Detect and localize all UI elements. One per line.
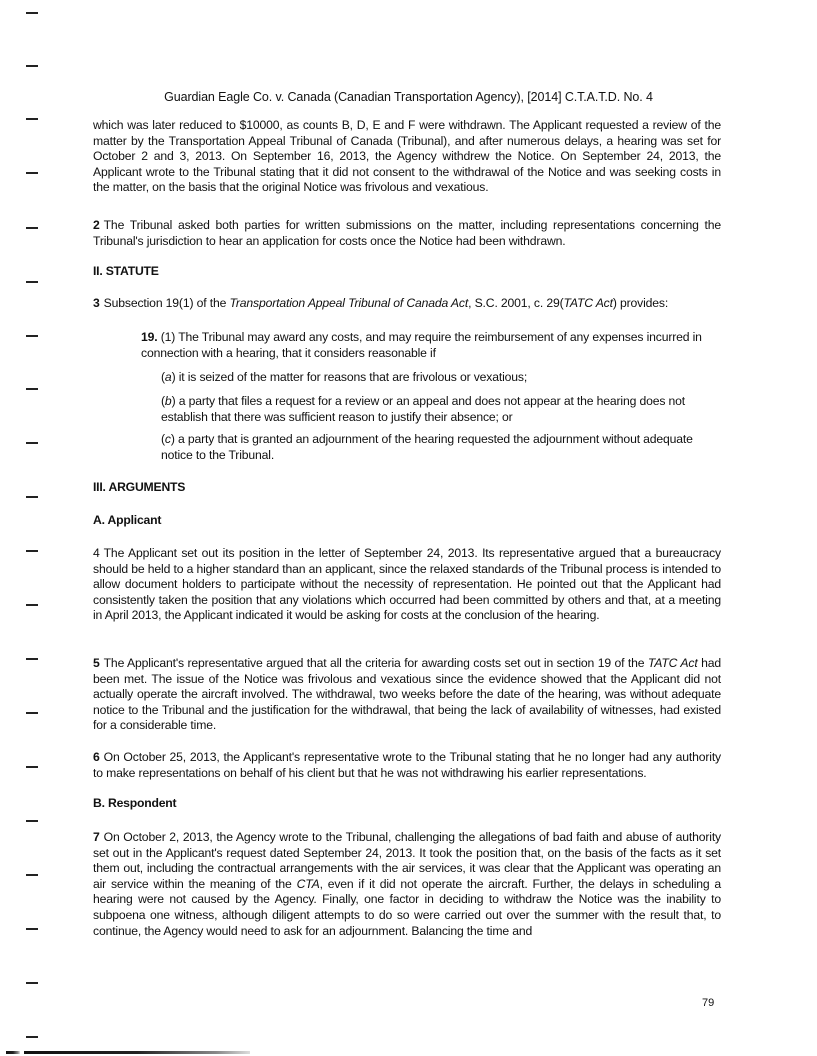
item-label: a <box>164 370 172 384</box>
paragraph-text: The Applicant's representative argued that all the criteria for awarding costs set out in section 19 of the <box>103 656 648 670</box>
scan-edge-bar <box>24 1051 250 1054</box>
item-label: c <box>164 432 171 446</box>
paragraph-number: 4 <box>93 546 100 560</box>
page-number: 79 <box>702 997 715 1009</box>
margin-mark <box>26 550 38 552</box>
margin-mark <box>26 281 38 283</box>
act-short-title: TATC Act <box>563 296 613 310</box>
margin-mark <box>26 928 38 930</box>
act-title: Transportation Appeal Tribunal of Canada Act <box>229 296 469 310</box>
item-text: a party that is granted an adjournment of the hearing requested the adjournment without adequate notice to the Tribunal. <box>161 432 693 462</box>
paragraph-2 <box>93 218 721 249</box>
paragraph-text: On October 25, 2013, the Applicant's representative wrote to the Tribunal stating that he no longer had any authority to make representations on behalf of his client but that he was not withdrawing his earlier representations. <box>93 750 721 780</box>
margin-mark <box>26 65 38 67</box>
margin-mark <box>26 658 38 660</box>
heading-statute: II. STATUTE <box>93 264 159 278</box>
paragraph-5 <box>93 656 721 734</box>
margin-mark <box>26 335 38 337</box>
item-text: it is seized of the matter for reasons that are frivolous or vexatious; <box>175 370 528 384</box>
paragraph-text: Subsection 19(1) of the <box>103 296 230 310</box>
margin-mark <box>26 227 38 229</box>
paragraph-text: The Applicant set out its position in the letter of September 24, 2013. Its representative argued that a bureaucracy should be held to a higher standard than an applicant, since the relaxed standards of the Tribunal process is intended to allow document holders to participate without the necessity of representation. He pointed out that the Applicant had consistently taken the position that any violations which occurred had been committed by others and that, at a meeting in April 2013, the Applicant indicated it would be asking for costs at the conclusion of the hearing. <box>93 546 721 623</box>
margin-mark <box>26 874 38 876</box>
section-number: 19. <box>141 330 158 344</box>
paragraph-number: 7 <box>93 830 100 844</box>
act-short-title: TATC Act <box>647 656 698 670</box>
item-label: b <box>164 394 172 408</box>
margin-mark <box>26 982 38 984</box>
heading-applicant: A. Applicant <box>93 513 162 527</box>
running-header: Guardian Eagle Co. v. Canada (Canadian Transportation Agency), [2014] C.T.A.T.D. No. 4 <box>164 90 653 104</box>
paragraph-1-continued: which was later reduced to $10000, as counts B, D, E and F were withdrawn. The Applicant requested a review of the matter by the Transportation Appeal Tribunal of Canada (Tribunal), and after numerous delays, a hearing was set for October 2 and 3, 2013. On September 16, 2013, the Agency withdrew the Notice. On September 24, 2013, the Applicant wrote to the Tribunal stating that it did not consent to the withdrawal of the Notice and was seeking costs in the matter, on the basis that the original Notice was frivolous and vexatious. <box>93 118 721 195</box>
margin-mark <box>26 118 38 120</box>
heading-respondent: B. Respondent <box>93 796 177 810</box>
margin-mark <box>26 496 38 498</box>
margin-mark <box>26 442 38 444</box>
paragraph-text: , even if it did not operate the aircraft. Further, the delays in scheduling a hearing were not caused by the Agency. Finally, one factor in deciding to withdraw the Notice was the inability to subpoena one witness, although diligent attempts to do so were carried out over the summer with the result that, to continue, the Agency would need to ask for an adjournment. Balancing the time and <box>93 876 722 938</box>
paragraph-text: The Tribunal asked both parties for written submissions on the matter, including representations concerning the Tribunal's jurisdiction to hear an application for costs once the Notice had been withdrawn. <box>93 218 721 248</box>
heading-arguments: III. ARGUMENTS <box>93 480 186 494</box>
statute-item-b: (b) a party that files a request for a review or an appeal and does not appear at the hearing does not establish that there was sufficient reason to justify their absence; or <box>161 394 686 424</box>
scan-edge-bar <box>6 1051 20 1054</box>
statute-quote <box>141 330 721 361</box>
paragraph-number: 6 <box>93 750 100 764</box>
margin-mark <box>26 388 38 390</box>
item-text: a party that files a request for a review or an appeal and does not appear at the hearing does not establish that there was sufficient reason to justify their absence; or <box>161 394 686 424</box>
statute-item-a: (a) it is seized of the matter for reasons that are frivolous or vexatious; <box>161 370 528 384</box>
margin-mark <box>26 712 38 714</box>
margin-mark <box>26 820 38 822</box>
paragraph-6 <box>93 750 721 781</box>
paragraph-3 <box>93 296 721 312</box>
act-abbreviation: CTA <box>296 876 320 891</box>
statute-text: (1) The Tribunal may award any costs, and may require the reimbursement of any expenses incurred in connection with a hearing, that it considers reasonable if <box>141 330 702 360</box>
margin-mark <box>26 172 38 174</box>
paragraph-number: 3 <box>93 296 100 310</box>
margin-mark <box>26 604 38 606</box>
paragraph-text: had been met. The issue of the Notice was frivolous and vexatious since the evidence showed that the Applicant did not actually operate the aircraft involved. The withdrawal, two weeks before the date of the hearing, was without adequate notice to the Tribunal and the justification for the withdrawal, that being the lack of availability of witnesses, had existed for a considerable time. <box>93 656 721 733</box>
paragraph-text: On October 2, 2013, the Agency wrote to the Tribunal, challenging the allegations of bad faith and abuse of authority set out in the Applicant's request dated September 24, 2013. It took the position that, on the basis of the facts as it set them out, including the contractual arrangements with the air services, it was clear that the Applicant was operating an air service within the meaning of the <box>93 830 721 891</box>
paragraph-text: , S.C. 2001, c. 29( <box>468 296 564 310</box>
paragraph-4 <box>93 546 721 624</box>
paragraph-number: 5 <box>93 656 100 670</box>
margin-mark <box>26 766 38 768</box>
paragraph-number: 2 <box>93 218 100 232</box>
margin-mark <box>26 12 38 14</box>
statute-item-c: (c) a party that is granted an adjournment of the hearing requested the adjournment without adequate notice to the Tribunal. <box>161 432 693 462</box>
paragraph-text: ) provides: <box>612 296 669 310</box>
margin-mark <box>26 1036 38 1038</box>
paragraph-7 <box>93 830 721 939</box>
